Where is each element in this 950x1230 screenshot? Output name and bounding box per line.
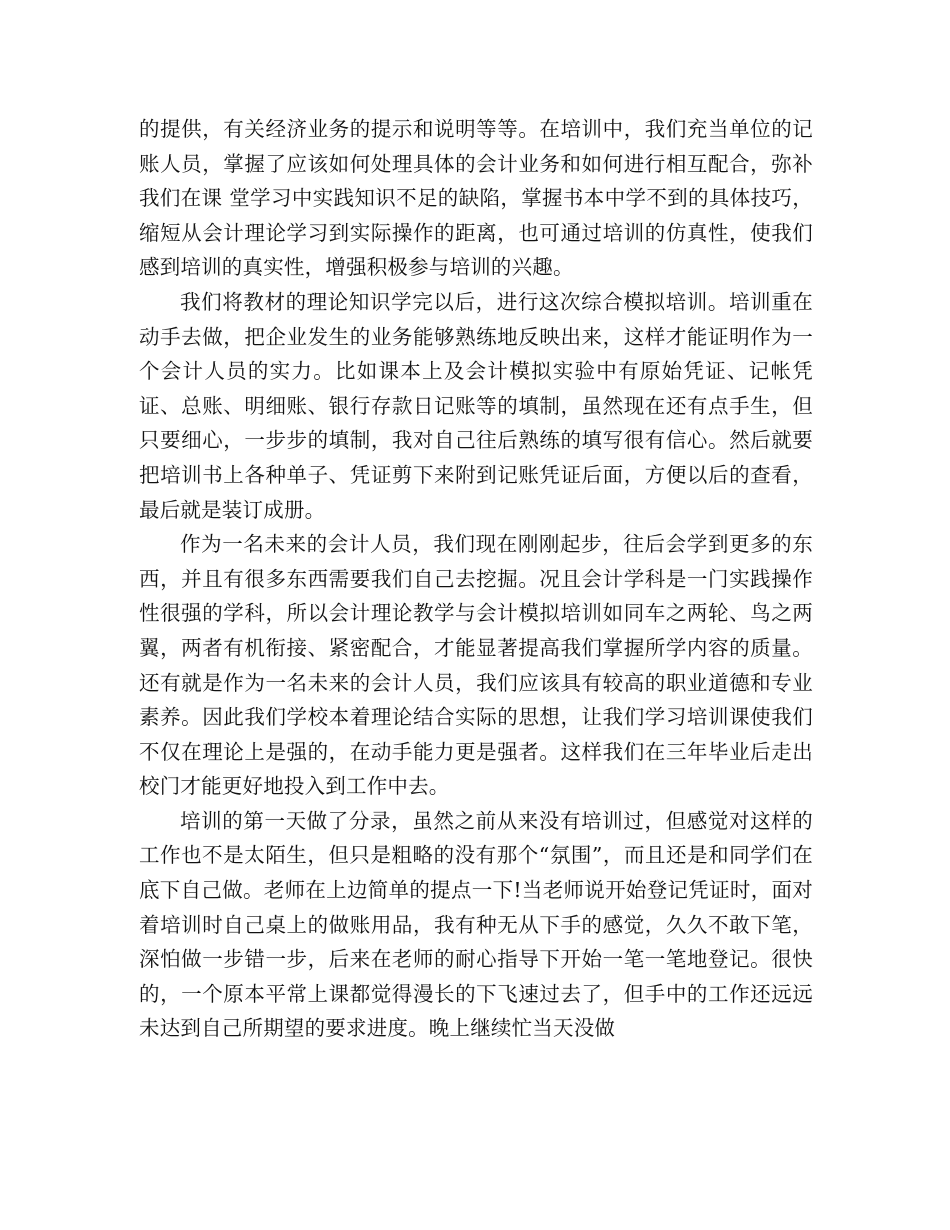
paragraph-3: 作为一名未来的会计人员，我们现在刚刚起步，往后会学到更多的东西，并且有很多东西需要我们自己去挖掘。况且会计学科是一门实践操作性很强的学科，所以会计理论教学与会计模拟培训如同车之两轮、鸟之两翼，两者有机衔接、紧密配合，才能显著提高我们掌握所学内容的质量。还有就是作为一名未来的会计人员，我们应该具有较高的职业道德和专业素养。因此我们学校本着理论结合实际的思想，让我们学习培训课使我们不仅在理论上是强的，在动手能力更是强者。这样我们在三年毕业后走出校门才能更好地投入到工作中去。: [139, 532, 813, 799]
paragraph-2: 我们将教材的理论知识学完以后，进行这次综合模拟培训。培训重在动手去做，把企业发生的业务能够熟练地反映出来，这样才能证明作为一个会计人员的实力。比如课本上及会计模拟实验中有原始凭证、记帐凭证、总账、明细账、银行存款日记账等的填制，虽然现在还有点手生，但只要细心，一步步的填制，我对自己往后熟练的填写很有信心。然后就要把培训书上各种单子、凭证剪下来附到记账凭证后面，方便以后的查看，最后就是装订成册。: [139, 289, 813, 522]
document-body: [139, 112, 813, 1046]
paragraph-1: 的提供，有关经济业务的提示和说明等等。在培训中，我们充当单位的记账人员，掌握了应该如何处理具体的会计业务和如何进行相互配合，弥补我们在课 堂学习中实践知识不足的缺陷，掌握书本中学不到的具体技巧，缩短从会计理论学习到实际操作的距离，也可通过培训的仿真性，使我们感到培训的真实性，增强积极参与培训的兴趣。: [139, 117, 813, 280]
paragraph-4: 培训的第一天做了分录，虽然之前从来没有培训过，但感觉对这样的工作也不是太陌生，但只是粗略的没有那个“氛围”，而且还是和同学们在底下自己做。老师在上边简单的提点一下!当老师说开始登记凭证时，面对着培训时自己桌上的做账用品，我有种无从下手的感觉，久久不敢下笔，深怕做一步错一步，后来在老师的耐心指导下开始一笔一笔地登记。很快的，一个原本平常上课都觉得漫长的下飞速过去了，但手中的工作还远远未达到自己所期望的要求进度。晚上继续忙当天没做: [139, 808, 813, 1041]
